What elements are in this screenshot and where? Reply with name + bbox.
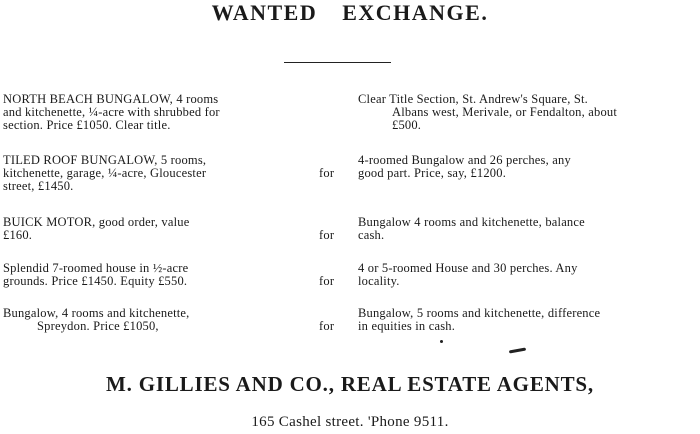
- ad-5-wanted: [358, 307, 698, 333]
- ad-line: grounds. Price £1450. Equity £550.: [3, 274, 188, 288]
- ad-2-offer: [3, 154, 308, 193]
- ad-4-for: for: [319, 274, 335, 288]
- heading-divider: [284, 62, 391, 63]
- ad-3-offer: [3, 216, 308, 242]
- ink-speck: [440, 340, 443, 343]
- ad-line: BUICK MOTOR, good order, value: [3, 215, 190, 229]
- ad-4-offer: [3, 262, 308, 288]
- ad-line: kitchenette, garage, ¼-acre, Gloucester: [3, 166, 207, 180]
- agent-name: M. GILLIES AND CO., REAL ESTATE AGENTS,: [106, 372, 594, 396]
- ad-line: good part. Price, say, £1200.: [358, 166, 507, 180]
- ad-line: Bungalow, 4 rooms and kitchenette,: [3, 306, 190, 320]
- ad-line: TILED ROOF BUNGALOW, 5 rooms,: [3, 153, 207, 167]
- ad-heading: WANTED EXCHANGE.: [211, 0, 489, 25]
- ad-line: in equities in cash.: [358, 319, 456, 333]
- ad-line: 4 or 5-roomed House and 30 perches. Any: [358, 261, 578, 275]
- ad-line: NORTH BEACH BUNGALOW, 4 rooms: [3, 92, 219, 106]
- ad-5-offer: [3, 307, 308, 333]
- ad-line: section. Price £1050. Clear title.: [3, 118, 171, 132]
- ad-line: £500.: [392, 118, 422, 132]
- ad-1-offer: [3, 93, 308, 132]
- ad-4-wanted: [358, 262, 698, 288]
- ad-line: Bungalow, 5 rooms and kitchenette, difference: [358, 306, 601, 320]
- ad-5-for: for: [319, 319, 335, 333]
- ink-smudge: [509, 348, 526, 354]
- ad-1-wanted: [358, 93, 698, 132]
- ad-line: cash.: [358, 228, 385, 242]
- ad-line: £160.: [3, 228, 33, 242]
- ad-line: and kitchenette, ¼-acre with shrubbed for: [3, 105, 220, 119]
- ad-2-for: for: [319, 166, 335, 180]
- ad-3-for: for: [319, 228, 335, 242]
- ad-line: Albans west, Merivale, or Fendalton, about: [392, 105, 618, 119]
- ad-line: Bungalow 4 rooms and kitchenette, balance: [358, 215, 585, 229]
- ad-3-wanted: [358, 216, 698, 242]
- ad-line: Spreydon. Price £1050,: [37, 319, 159, 333]
- ad-line: Splendid 7-roomed house in ½-acre: [3, 261, 189, 275]
- agent-address: 165 Cashel street. 'Phone 9511.: [251, 414, 449, 430]
- ad-line: Clear Title Section, St. Andrew's Square, St.: [358, 92, 589, 106]
- ad-2-wanted: [358, 154, 698, 180]
- ad-line: street, £1450.: [3, 179, 74, 193]
- ad-line: 4-roomed Bungalow and 26 perches, any: [358, 153, 571, 167]
- ad-line: locality.: [358, 274, 400, 288]
